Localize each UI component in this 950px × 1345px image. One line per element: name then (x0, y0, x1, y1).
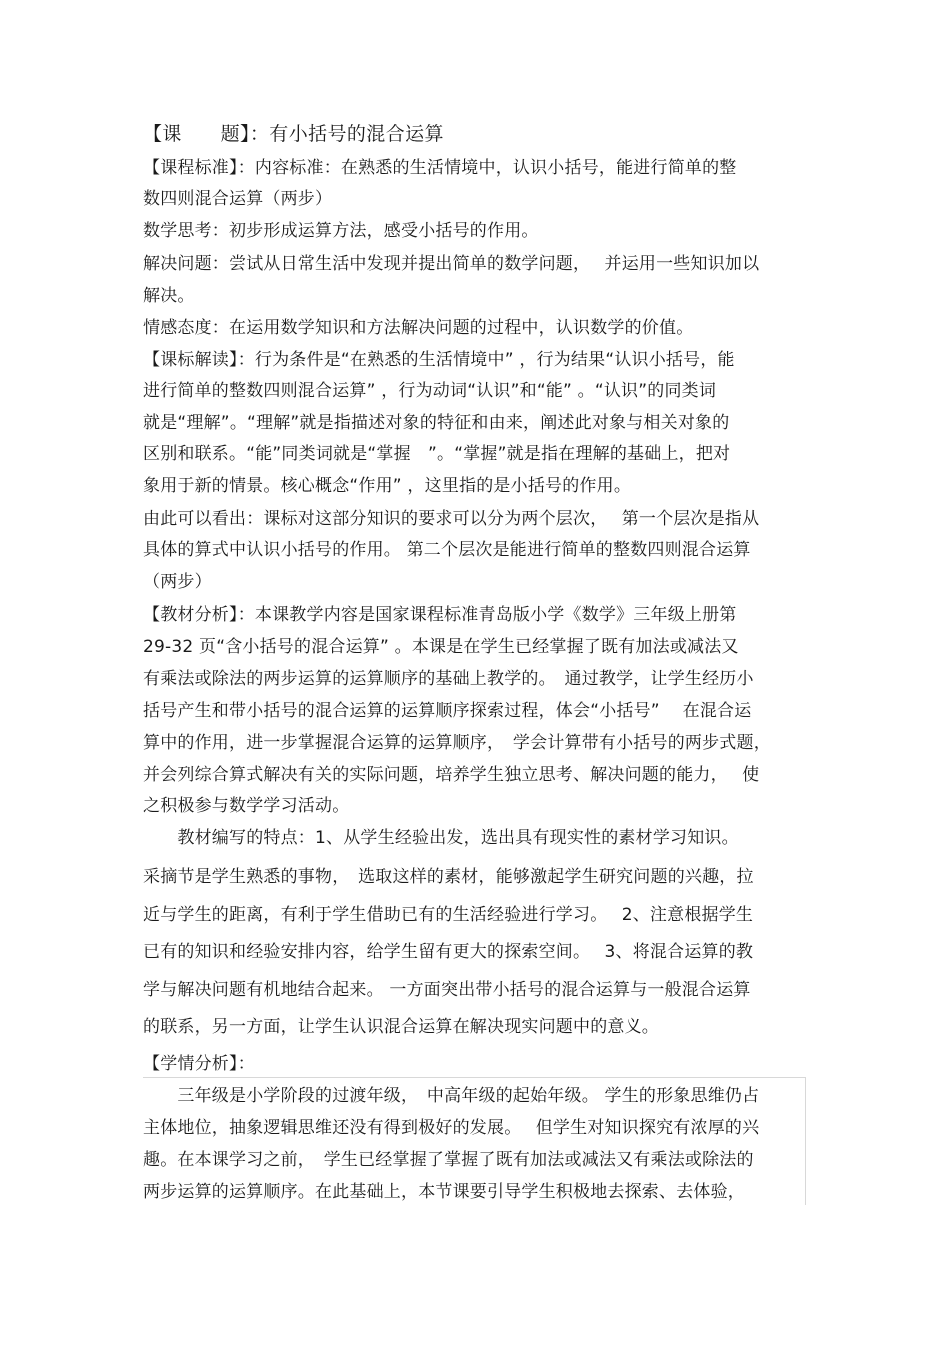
text-line: 近与学生的距离，有利于学生借助已有的生活经验进行学习。 2、注意根据学生 (143, 905, 754, 925)
text-line: 【教材分析】：本课教学内容是国家课程标准青岛版小学《数学》三年级上册第 (143, 605, 737, 625)
text-line: 数学思考：初步形成运算方法，感受小括号的作用。 (143, 221, 539, 241)
text-line: 括号产生和带小括号的混合运算的运算顺序探索过程，体会“小括号” 在混合运 (143, 701, 752, 721)
text-line: 教材编写的特点：1、从学生经验出发，选出具有现实性的素材学习知识。 (143, 828, 739, 848)
text-line: （两步） (143, 572, 212, 592)
text-line: 就是“理解”。“理解”就是指描述对象的特征和由来，阐述此对象与相关对象的 (143, 413, 730, 433)
lesson-title: 【课 题】：有小括号的混合运算 (143, 123, 444, 145)
text-line: 【学情分析】： (143, 1054, 255, 1074)
text-line: 由此可以看出：课标对这部分知识的要求可以分为两个层次， 第一个层次是指从 (143, 509, 760, 529)
learner-analysis-box (143, 1077, 806, 1205)
text-line: 【课程标准】：内容标准：在熟悉的生活情境中，认识小括号，能进行简单的整 (143, 158, 737, 178)
text-line: 数四则混合运算（两步） (143, 189, 333, 209)
text-line: 学与解决问题有机地结合起来。 一方面突出带小括号的混合运算与一般混合运算 (143, 980, 751, 1000)
text-line: 【课标解读】：行为条件是“在熟悉的生活情境中” ，行为结果“认识小括号，能 (143, 350, 735, 370)
text-line: 趣。在本课学习之前， 学生已经掌握了掌握了既有加法或减法又有乘法或除法的 (143, 1150, 754, 1170)
text-line: 已有的知识和经验安排内容，给学生留有更大的探索空间。 3、将混合运算的教 (143, 942, 754, 962)
text-line: 并会列综合算式解决有关的实际问题，培养学生独立思考、解决问题的能力， 使 (143, 765, 760, 785)
text-line: 区别和联系。“能”同类词就是“掌握 ”。“掌握”就是指在理解的基础上，把对 (143, 444, 731, 464)
text-line: 算中的作用，进一步掌握混合运算的运算顺序， 学会计算带有小括号的两步式题， (143, 733, 771, 753)
text-line: 三年级是小学阶段的过渡年级， 中高年级的起始年级。 学生的形象思维仍占 (143, 1086, 760, 1106)
text-line: 采摘节是学生熟悉的事物， 选取这样的素材，能够激起学生研究问题的兴趣，拉 (143, 867, 754, 887)
text-line: 进行简单的整数四则混合运算” ，行为动词“认识”和“能” 。“认识”的同类词 (143, 381, 717, 401)
text-line: 有乘法或除法的两步运算的运算顺序的基础上教学的。 通过教学，让学生经历小 (143, 669, 754, 689)
text-line: 情感态度：在运用数学知识和方法解决问题的过程中，认识数学的价值。 (143, 318, 694, 338)
text-line: 解决。 (143, 286, 195, 306)
text-line: 解决问题：尝试从日常生活中发现并提出简单的数学问题， 并运用一些知识加以 (143, 254, 760, 274)
text-line: 主体地位，抽象逻辑思维还没有得到极好的发展。 但学生对知识探究有浓厚的兴 (143, 1118, 760, 1138)
text-line: 象用于新的情景。核心概念“作用” ，这里指的是小括号的作用。 (143, 476, 632, 496)
text-line: 之积极参与数学学习活动。 (143, 796, 350, 816)
text-line: 两步运算的运算顺序。在此基础上，本节课要引导学生积极地去探索、去体验， (143, 1182, 745, 1202)
text-line: 的联系，另一方面，让学生认识混合运算在解决现实问题中的意义。 (143, 1017, 659, 1037)
text-line: 具体的算式中认识小括号的作用。 第二个层次是能进行简单的整数四则混合运算 (143, 540, 751, 560)
text-line: 29-32 页“含小括号的混合运算” 。本课是在学生已经掌握了既有加法或减法又 (143, 637, 739, 657)
